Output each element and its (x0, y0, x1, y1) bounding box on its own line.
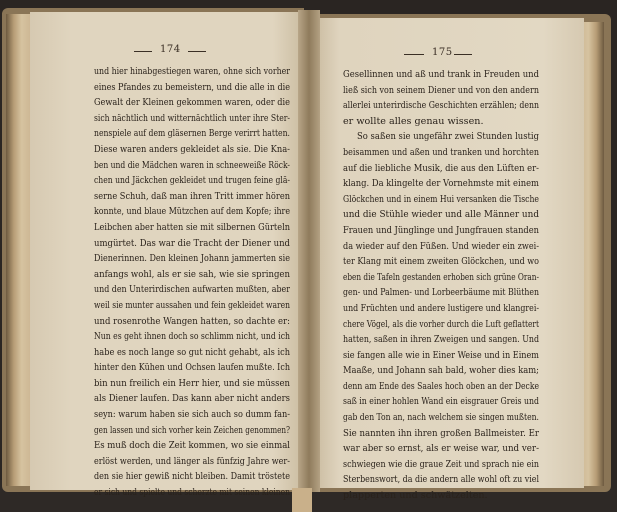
text-line: sich nächtlich und witternächtlich unter ihre Ster- (94, 112, 290, 124)
text-line: und Früchten und andere lustigere und klangrei- (343, 302, 539, 314)
text-line: den sie hier gewiß nicht bleiben. Damit tröstete (94, 471, 290, 483)
text-line: konnte, und blaue Mützchen auf dem Kopfe; ihre (94, 206, 290, 218)
text-line: erlöst werden, und länger als fünfzig Jahre wer- (94, 455, 290, 467)
text-line: Sie nannten ihn ihren großen Ballmeister. Er (343, 427, 539, 439)
text-line: weil sie munter aussahen und fein gekleidet waren (94, 299, 290, 311)
text-line: beisammen und aßen und tranken und horchten (343, 146, 539, 158)
text-line: denn am Ende des Saales hoch oben an der Decke (343, 380, 539, 392)
text-line: hinter den Kühen und Ochsen laufen mußte. Ich (94, 362, 290, 374)
text-line: ter Klang mit einem zweiten Glöckchen, und wo (343, 256, 539, 268)
text-line: So saßen sie ungefähr zwei Stunden lustig (357, 131, 539, 143)
text-line: auf die liebliche Musik, die aus den Lüften er- (343, 162, 539, 174)
text-line: sie fangen alle wie in Einer Weise und in Einem (343, 349, 539, 361)
text-line: ließ sich von seinem Diener und von den andern (343, 84, 539, 96)
page-edges-left (6, 14, 32, 486)
text-line: und den Unterirdischen aufwarten mußten, aber (94, 284, 290, 296)
text-line: er sich und spielte und scherzte mit seinen kleinen (94, 487, 290, 499)
left-page-text (94, 64, 290, 501)
text-line: eben die Tafeln gestanden erhoben sich grüne Oran- (343, 271, 539, 283)
text-line: Maaße, und Johann sah bald, woher dies kam; (343, 365, 539, 377)
text-line: nenspiele auf dem gläsernen Berge verirrt hatten. (94, 128, 290, 140)
text-line: klang. Da klingelte der Vornehmste mit einem (343, 178, 539, 190)
text-line: und rosenrothe Wangen hatten, so dachte er: (94, 315, 290, 327)
text-line: bin nun freilich ein Herr hier, und sie müssen (94, 377, 290, 389)
text-line: Es muß doch die Zeit kommen, wo sie einmal (94, 440, 290, 452)
text-line: chere Vögel, als die vorher durch die Luft geflattert (343, 318, 539, 330)
text-line: eines Pfandes zu bemeistern, und die alle in die (94, 81, 290, 93)
text-line: Diese waren anders gekleidet als sie. Die Kna- (94, 143, 290, 155)
text-line: gen- und Palmen- und Lorbeerbäume mit Blüthen (343, 287, 539, 299)
text-line: Nun es geht ihnen doch so schlimm nicht, und ich (94, 331, 290, 343)
text-line: saß in einer hohlen Wand ein eisgrauer Greis und (343, 396, 539, 408)
text-line: gen lassen und sich vorher kein Zeichen genommen? (94, 424, 290, 436)
text-line: plapperten und schwätzelten. (343, 490, 488, 502)
folio-ornament-left (134, 51, 152, 52)
text-line: war aber so ernst, als er weise war, und ver- (343, 443, 539, 455)
text-line: ben und die Mädchen waren in schneeweiße Röck- (94, 159, 290, 171)
right-page-number: 175 (432, 47, 453, 58)
text-line: Dienerinnen. Den kleinen Johann jammerten sie (94, 253, 290, 265)
folio-ornament-right (404, 54, 424, 55)
right-page-text (343, 67, 539, 504)
text-line: Sterbenswort, da die andern alle wohl oft zu viel (343, 474, 539, 486)
text-line: habe es noch lange so gut nicht gehabt, als ich (94, 346, 290, 358)
text-line: serne Schuh, daß man ihren Tritt immer hören (94, 190, 290, 202)
text-line: Frauen und Jünglinge und Jungfrauen standen (343, 224, 539, 236)
book-gutter (298, 10, 320, 492)
text-line: Glöckchen und in einem Hui versanken die Tische (343, 193, 539, 205)
text-line: chen und Jäckchen gekleidet und trugen feine glä- (94, 175, 290, 187)
text-line: anfangs wohl, als er sie sah, wie sie springen (94, 268, 290, 280)
text-line: Leibchen aber hatten sie mit silbernen Gürteln (94, 221, 290, 233)
folio-ornament-left-2 (188, 51, 206, 52)
text-line: seyn: warum haben sie sich auch so dumm fan- (94, 409, 290, 421)
text-line: da wieder auf den Füßen. Und wieder ein zwei- (343, 240, 539, 252)
left-page-number: 174 (160, 44, 181, 55)
text-line: hatten, saßen in ihren Zweigen und sangen. Und (343, 334, 539, 346)
text-line: und hier hinabgestiegen waren, ohne sich vorher (94, 66, 290, 77)
text-line: umgürtet. Das war die Tracht der Diener und (94, 237, 290, 249)
text-line: schwiegen wie die graue Zeit und sprach nie ein (343, 458, 539, 470)
text-line: gab den Ton an, nach welchem sie singen mußten. (343, 412, 539, 424)
text-line: und die Stühle wieder und alle Männer und (343, 209, 539, 221)
bookmark-ribbon (292, 488, 312, 512)
text-line: allerlei unterirdische Geschichten erzählen; denn (343, 100, 539, 112)
text-line: Gewalt der Kleinen gekommen waren, oder die (94, 97, 290, 109)
folio-ornament-right-2 (454, 54, 472, 55)
text-line: Gesellinnen und aß und trank in Freuden und (343, 69, 539, 80)
text-line: als Diener laufen. Das kann aber nicht anders (94, 393, 290, 405)
text-line: er wollte alles genau wissen. (343, 115, 484, 127)
